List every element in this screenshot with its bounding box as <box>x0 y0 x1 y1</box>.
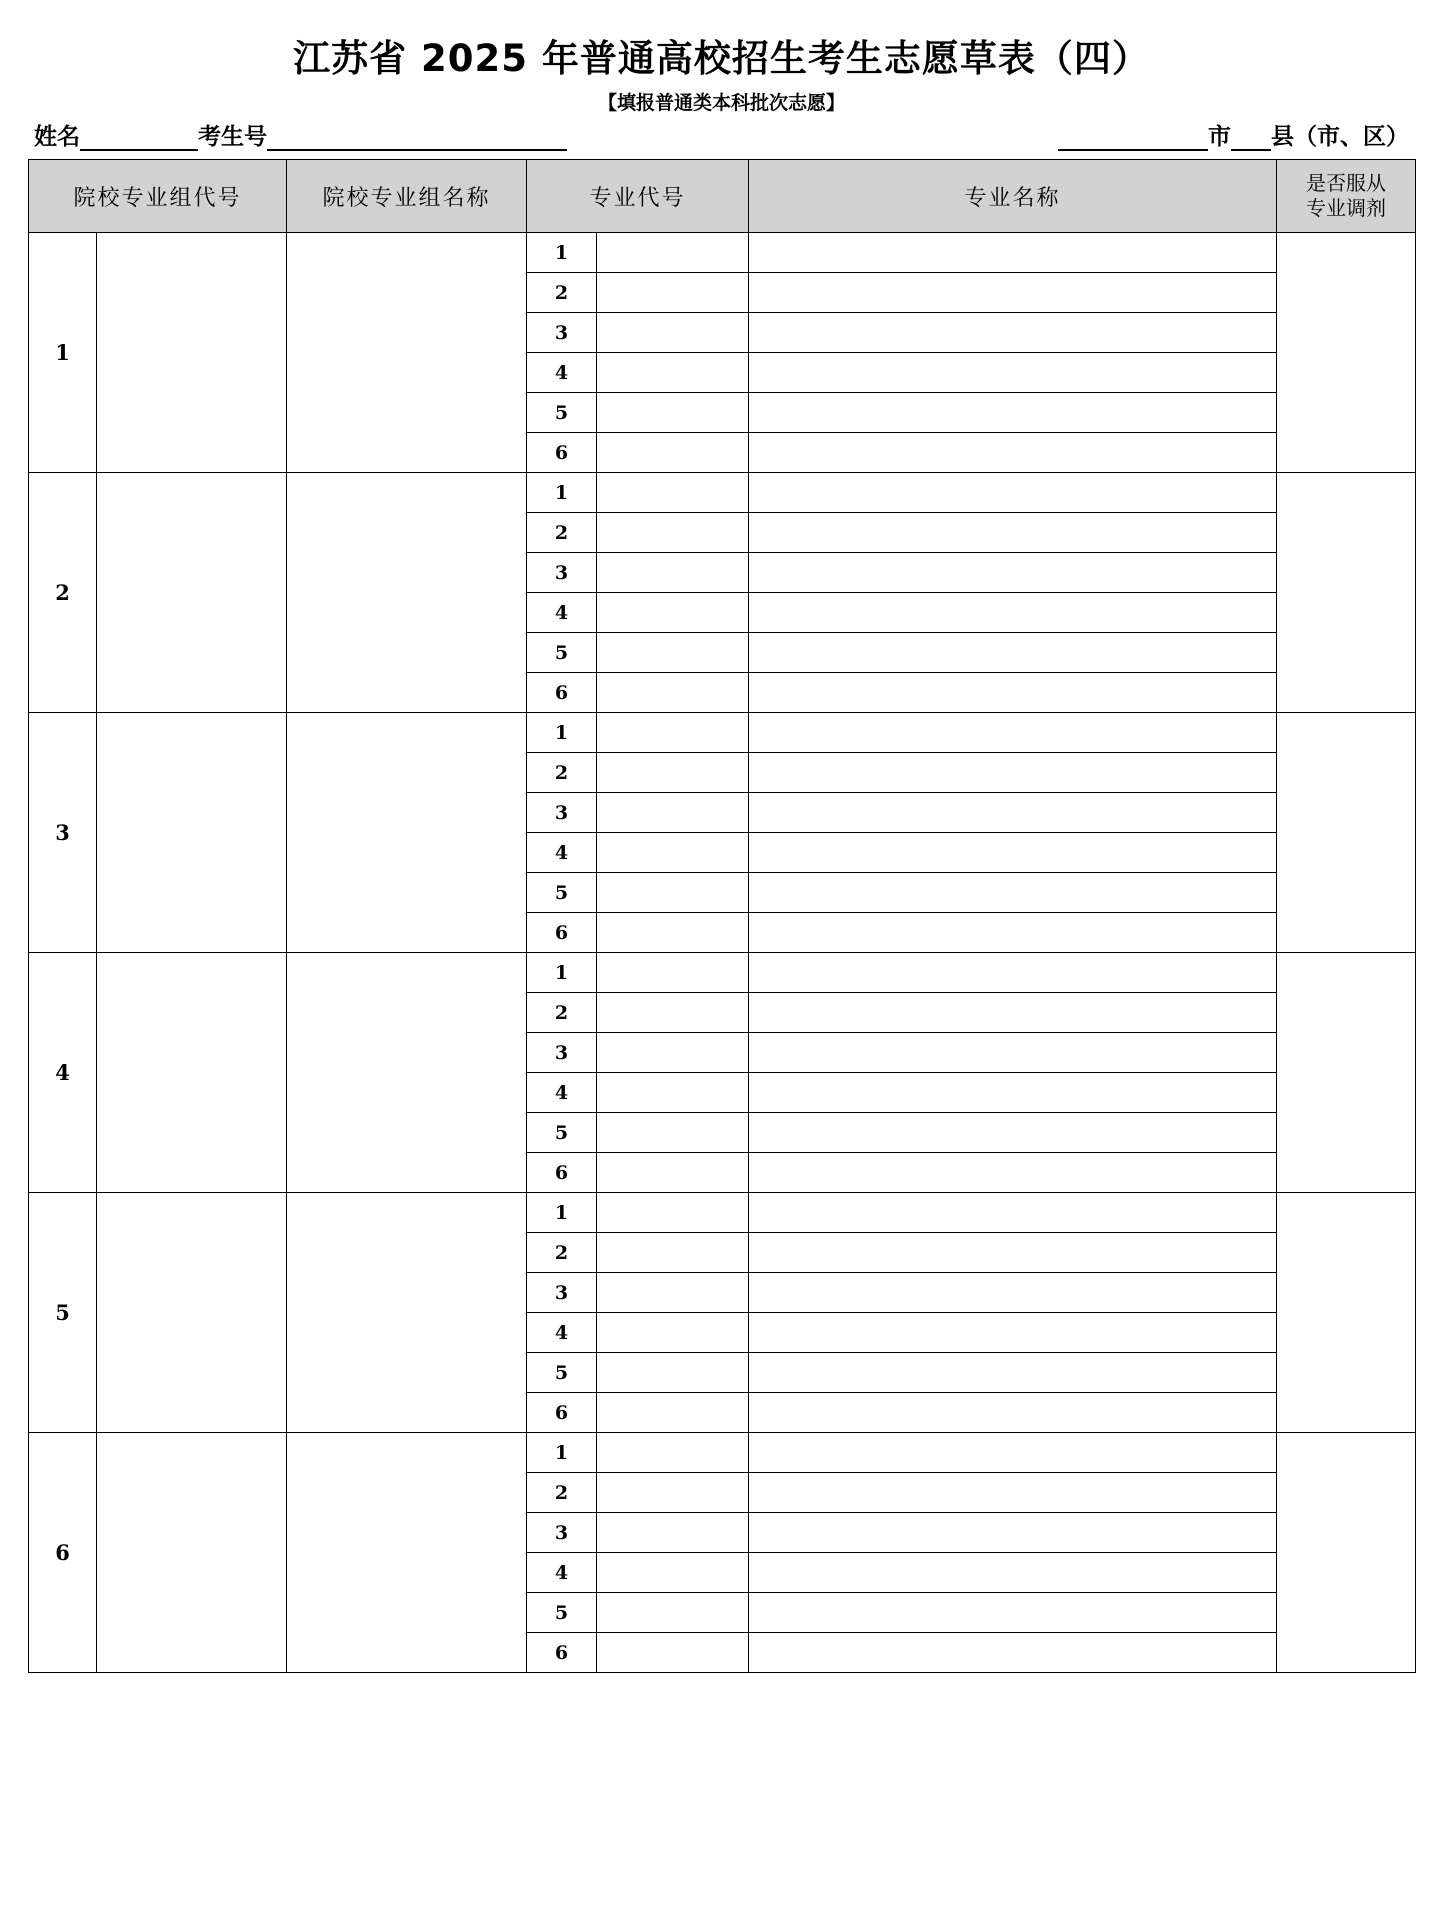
major-name-cell[interactable] <box>749 1593 1277 1633</box>
table-row <box>29 1433 1416 1473</box>
table-row <box>29 233 1416 273</box>
table-body <box>29 233 1416 1673</box>
major-name-cell[interactable] <box>749 833 1277 873</box>
major-code-cell[interactable] <box>597 913 749 953</box>
major-index: 3 <box>527 553 597 593</box>
major-index: 2 <box>527 753 597 793</box>
major-code-cell[interactable] <box>597 513 749 553</box>
header-group-code: 院校专业组代号 <box>29 160 287 233</box>
obey-adjust-cell-3[interactable] <box>1277 713 1416 953</box>
major-name-cell[interactable] <box>749 1473 1277 1513</box>
major-index: 2 <box>527 1473 597 1513</box>
major-name-cell[interactable] <box>749 353 1277 393</box>
group-name-cell-4[interactable] <box>287 953 527 1193</box>
group-name-cell-3[interactable] <box>287 713 527 953</box>
major-name-cell[interactable] <box>749 673 1277 713</box>
table-row <box>29 1193 1416 1233</box>
major-code-cell[interactable] <box>597 553 749 593</box>
major-code-cell[interactable] <box>597 713 749 753</box>
major-name-cell[interactable] <box>749 393 1277 433</box>
major-code-cell[interactable] <box>597 1113 749 1153</box>
group-index-3: 3 <box>29 713 97 953</box>
major-code-cell[interactable] <box>597 313 749 353</box>
identity-line <box>28 123 1415 151</box>
major-index: 3 <box>527 313 597 353</box>
major-name-cell[interactable] <box>749 1313 1277 1353</box>
major-name-cell[interactable] <box>749 1513 1277 1553</box>
group-name-cell-6[interactable] <box>287 1433 527 1673</box>
group-code-cell-1[interactable] <box>97 233 287 473</box>
major-index: 4 <box>527 353 597 393</box>
table-row <box>29 713 1416 753</box>
major-code-cell[interactable] <box>597 673 749 713</box>
major-name-cell[interactable] <box>749 1153 1277 1193</box>
major-index: 3 <box>527 1273 597 1313</box>
major-index: 6 <box>527 433 597 473</box>
major-name-cell[interactable] <box>749 593 1277 633</box>
major-index: 5 <box>527 633 597 673</box>
table-row <box>29 473 1416 513</box>
obey-adjust-cell-2[interactable] <box>1277 473 1416 713</box>
obey-adjust-cell-6[interactable] <box>1277 1433 1416 1673</box>
major-code-cell[interactable] <box>597 1353 749 1393</box>
major-name-cell[interactable] <box>749 1633 1277 1673</box>
county-label: 县（市、区） <box>1271 124 1409 150</box>
major-code-cell[interactable] <box>597 993 749 1033</box>
major-index: 6 <box>527 673 597 713</box>
major-index: 6 <box>527 913 597 953</box>
major-name-cell[interactable] <box>749 1233 1277 1273</box>
major-index: 3 <box>527 1513 597 1553</box>
major-code-cell[interactable] <box>597 593 749 633</box>
major-code-cell[interactable] <box>597 1233 749 1273</box>
major-code-cell[interactable] <box>597 1593 749 1633</box>
major-name-cell[interactable] <box>749 1193 1277 1233</box>
major-name-cell[interactable] <box>749 953 1277 993</box>
major-code-cell[interactable] <box>597 1273 749 1313</box>
major-index: 1 <box>527 473 597 513</box>
major-code-cell[interactable] <box>597 1073 749 1113</box>
major-code-cell[interactable] <box>597 1553 749 1593</box>
major-name-cell[interactable] <box>749 313 1277 353</box>
major-name-cell[interactable] <box>749 753 1277 793</box>
major-index: 1 <box>527 1193 597 1233</box>
major-index: 1 <box>527 713 597 753</box>
major-index: 6 <box>527 1633 597 1673</box>
major-name-cell[interactable] <box>749 793 1277 833</box>
group-name-cell-2[interactable] <box>287 473 527 713</box>
group-code-cell-3[interactable] <box>97 713 287 953</box>
major-code-cell[interactable] <box>597 473 749 513</box>
major-index: 3 <box>527 1033 597 1073</box>
city-label: 市 <box>1208 124 1231 150</box>
city-field[interactable] <box>1058 123 1208 151</box>
major-code-cell[interactable] <box>597 633 749 673</box>
major-code-cell[interactable] <box>597 353 749 393</box>
major-name-cell[interactable] <box>749 513 1277 553</box>
major-name-cell[interactable] <box>749 1553 1277 1593</box>
major-index: 5 <box>527 1593 597 1633</box>
group-code-cell-2[interactable] <box>97 473 287 713</box>
major-code-cell[interactable] <box>597 1633 749 1673</box>
table-header <box>29 160 1416 233</box>
major-index: 4 <box>527 593 597 633</box>
major-name-cell[interactable] <box>749 1113 1277 1153</box>
major-index: 1 <box>527 953 597 993</box>
header-obey-adjust <box>1277 160 1416 233</box>
major-name-cell[interactable] <box>749 1273 1277 1313</box>
major-index: 6 <box>527 1153 597 1193</box>
major-index: 5 <box>527 393 597 433</box>
major-name-cell[interactable] <box>749 873 1277 913</box>
group-name-cell-1[interactable] <box>287 233 527 473</box>
volunteer-table <box>28 159 1416 1673</box>
major-code-cell[interactable] <box>597 1393 749 1433</box>
header-group-name: 院校专业组名称 <box>287 160 527 233</box>
major-code-cell[interactable] <box>597 393 749 433</box>
major-name-cell[interactable] <box>749 993 1277 1033</box>
major-code-cell[interactable] <box>597 233 749 273</box>
major-name-cell[interactable] <box>749 1033 1277 1073</box>
major-name-cell[interactable] <box>749 473 1277 513</box>
page-title: 江苏省 2025 年普通高校招生考生志愿草表（四） <box>293 37 1150 80</box>
major-index: 5 <box>527 873 597 913</box>
name-field[interactable] <box>80 123 198 151</box>
name-label: 姓名 <box>34 124 80 150</box>
major-code-cell[interactable] <box>597 873 749 913</box>
major-index: 5 <box>527 1113 597 1153</box>
major-index: 4 <box>527 1553 597 1593</box>
major-code-cell[interactable] <box>597 1433 749 1473</box>
major-name-cell[interactable] <box>749 913 1277 953</box>
group-code-cell-6[interactable] <box>97 1433 287 1673</box>
major-index: 2 <box>527 993 597 1033</box>
major-index: 4 <box>527 833 597 873</box>
major-index: 6 <box>527 1393 597 1433</box>
major-index: 2 <box>527 1233 597 1273</box>
major-code-cell[interactable] <box>597 833 749 873</box>
major-name-cell[interactable] <box>749 553 1277 593</box>
major-code-cell[interactable] <box>597 273 749 313</box>
major-code-cell[interactable] <box>597 1033 749 1073</box>
exam-number-label: 考生号 <box>198 124 267 150</box>
group-index-5: 5 <box>29 1193 97 1433</box>
header-major-name: 专业名称 <box>749 160 1277 233</box>
major-code-cell[interactable] <box>597 793 749 833</box>
group-index-1: 1 <box>29 233 97 473</box>
major-name-cell[interactable] <box>749 233 1277 273</box>
major-code-cell[interactable] <box>597 953 749 993</box>
major-name-cell[interactable] <box>749 1393 1277 1433</box>
major-index: 1 <box>527 233 597 273</box>
major-index: 5 <box>527 1353 597 1393</box>
header-obey-adjust-line2: 专业调剂 <box>1306 196 1387 220</box>
major-name-cell[interactable] <box>749 633 1277 673</box>
obey-adjust-cell-4[interactable] <box>1277 953 1416 1193</box>
group-index-4: 4 <box>29 953 97 1193</box>
major-index: 4 <box>527 1073 597 1113</box>
page-subtitle: 【填报普通类本科批次志愿】 <box>597 92 845 114</box>
major-name-cell[interactable] <box>749 273 1277 313</box>
obey-adjust-cell-1[interactable] <box>1277 233 1416 473</box>
major-name-cell[interactable] <box>749 433 1277 473</box>
major-code-cell[interactable] <box>597 1193 749 1233</box>
group-index-2: 2 <box>29 473 97 713</box>
major-name-cell[interactable] <box>749 713 1277 753</box>
major-code-cell[interactable] <box>597 1513 749 1553</box>
major-code-cell[interactable] <box>597 1473 749 1513</box>
obey-adjust-cell-5[interactable] <box>1277 1193 1416 1433</box>
major-code-cell[interactable] <box>597 433 749 473</box>
major-code-cell[interactable] <box>597 753 749 793</box>
exam-number-field[interactable] <box>267 123 567 151</box>
county-field[interactable] <box>1231 123 1271 151</box>
major-name-cell[interactable] <box>749 1353 1277 1393</box>
group-index-6: 6 <box>29 1433 97 1673</box>
major-index: 2 <box>527 273 597 313</box>
group-code-cell-5[interactable] <box>97 1193 287 1433</box>
header-major-code: 专业代号 <box>527 160 749 233</box>
major-code-cell[interactable] <box>597 1313 749 1353</box>
table-row <box>29 953 1416 993</box>
major-index: 2 <box>527 513 597 553</box>
major-name-cell[interactable] <box>749 1073 1277 1113</box>
major-index: 4 <box>527 1313 597 1353</box>
header-obey-adjust-line1: 是否服从 <box>1306 171 1387 195</box>
major-code-cell[interactable] <box>597 1153 749 1193</box>
group-name-cell-5[interactable] <box>287 1193 527 1433</box>
major-index: 3 <box>527 793 597 833</box>
major-index: 1 <box>527 1433 597 1473</box>
major-name-cell[interactable] <box>749 1433 1277 1473</box>
group-code-cell-4[interactable] <box>97 953 287 1193</box>
